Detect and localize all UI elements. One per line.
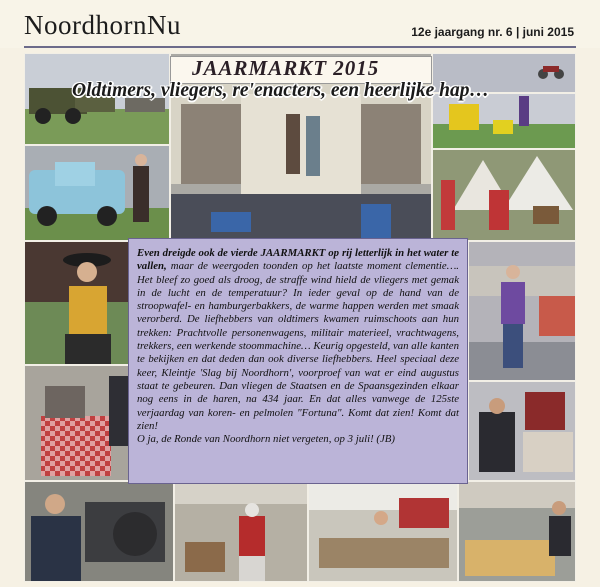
- page-header: [0, 0, 600, 48]
- photo-woman-standing: [468, 241, 576, 381]
- photo-woman-in-costume: [174, 481, 308, 582]
- photo-man-with-hat: [24, 241, 134, 365]
- photo-blue-pickup: [24, 145, 170, 241]
- masthead: NoordhornNu: [24, 10, 181, 40]
- article-closing: O ja, de Ronde van Noordhorn niet vergeten, op 3 juli! (JB): [137, 433, 395, 446]
- article-lead: Even dreigde ook de vierde JAARMARKT op rij letterlijk in het water te vallen,: [137, 247, 459, 273]
- issue-info: 12e jaargang nr. 6 | juni 2015: [411, 25, 574, 39]
- photo-stall-right: [468, 381, 576, 481]
- photo-steam-engine: [24, 481, 174, 582]
- article-body: maar de weergoden toonden op het laatste moment clementie…. Het bleef zo goed als droog, de straffe wind hield de vliegers met gemak in de lucht en de temperatuur? In ieder geval op de hand van de stroopwafel- en hamburgerbakkers, de warme happen werden met smaak verorberd. De liefhebbers van oldtimers kwamen ruimschoots aan hun trekken: Prachtvolle personenwagens, militair materieel, vrachtwagens, trekkers, een werkende stoommachine… Keurig opgesteld, van alle kanten te bekijken en dat deden dan ook diverse liefhebbers. Heel speciaal deze keer, Kleintje 'Slag bij Noordhorn', voorproef van wat er eind augustus staat te gebeuren. Dan vliegen de Staatsen en de Spaansgezinden elkaar nog eens in de haren, na 434 jaar. En dat alles vanwege de 125ste verjaardag van koren- en pelmolen "Fortuna". Komt dat zien! Komt dat zien!: [137, 260, 459, 432]
- article-textbox: [128, 238, 468, 484]
- photo-market-tables: [308, 481, 458, 582]
- feature-title: JAARMARKT 2015: [192, 56, 380, 80]
- photo-reenactors-camp: [432, 149, 576, 241]
- feature-subtitle: Oldtimers, vliegers, re'enacters, een heerlijke hap…: [72, 80, 490, 101]
- header-rule: [24, 46, 576, 48]
- photo-bread-stall: [458, 481, 576, 582]
- photo-stall-left: [24, 365, 134, 481]
- article-paragraph: [137, 247, 459, 433]
